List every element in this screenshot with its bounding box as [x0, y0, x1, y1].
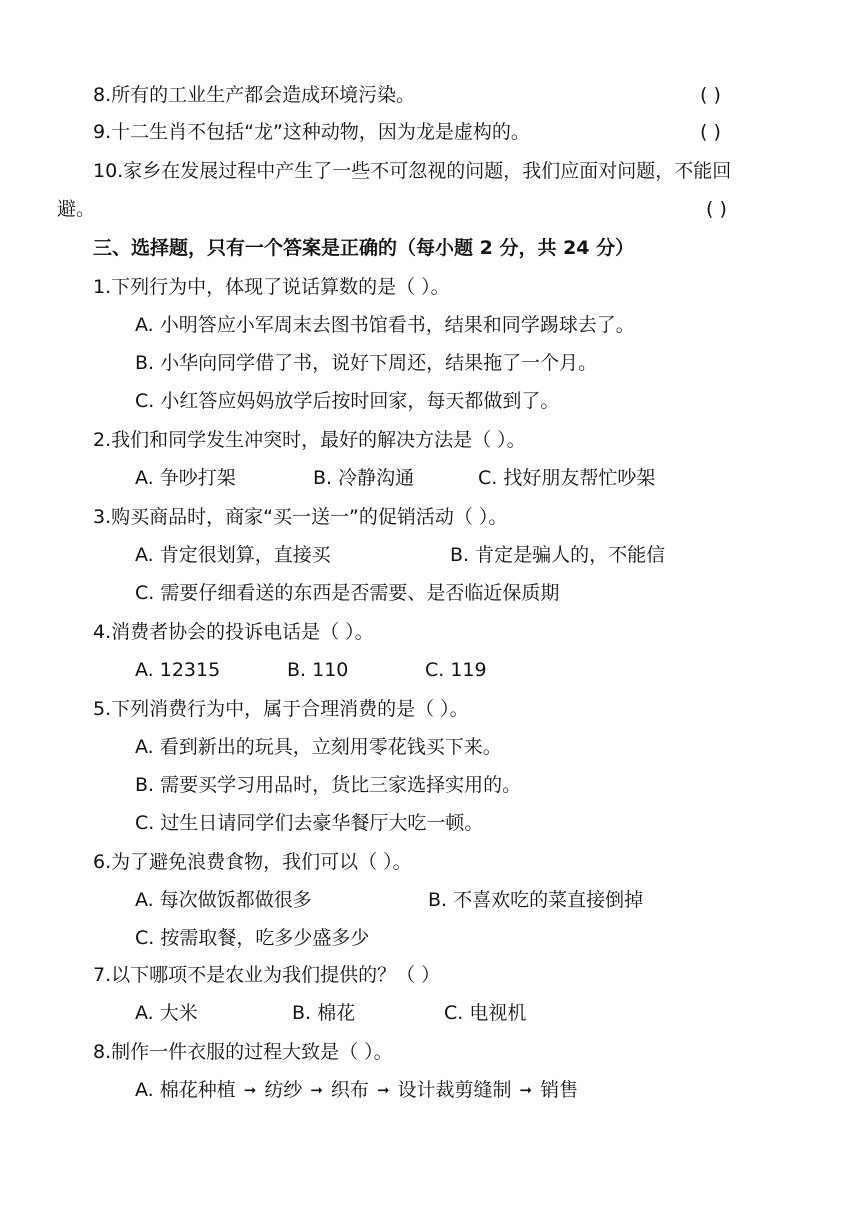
option-c[interactable]: C. 需要仔细看送的东西是否需要、是否临近保质期: [135, 582, 560, 604]
step-cotton-planting: A. 棉花种植: [135, 1079, 236, 1101]
mc-question-8: 8.制作一件衣服的过程大致是（ ）。: [93, 1041, 393, 1063]
mc-question-5: 5.下列消费行为中，属于合理消费的是（ ）。: [93, 698, 469, 720]
step-design-cut-sew: 设计裁剪缝制: [397, 1079, 512, 1101]
answer-blank[interactable]: ( ): [700, 84, 721, 106]
section-heading: 三、选择题，只有一个答案是正确的（每小题 2 分，共 24 分）: [93, 237, 635, 259]
option-a[interactable]: A. 看到新出的玩具，立刻用零花钱买下来。: [135, 736, 502, 758]
option-a[interactable]: A. 小明答应小军周末去图书馆看书，结果和同学踢球去了。: [135, 314, 635, 336]
option-c[interactable]: C. 小红答应妈妈放学后按时回家，每天都做到了。: [135, 390, 560, 412]
tf-question-10: 10.家乡在发展过程中产生了一些不可忽视的问题，我们应面对问题，不能回: [93, 160, 732, 182]
answer-blank[interactable]: ( ): [706, 198, 727, 220]
tf-question-9: 9.十二生肖不包括“龙”这种动物，因为龙是虚构的。: [93, 121, 530, 143]
option-b[interactable]: B. 棉花: [292, 1002, 356, 1024]
option-a[interactable]: A. 大米: [135, 1002, 198, 1024]
tf-question-8: 8.所有的工业生产都会造成环境污染。: [93, 84, 416, 106]
option-c[interactable]: C. 电视机: [444, 1002, 527, 1024]
mc-question-3: 3.购买商品时，商家“买一送一”的促销活动（ ）。: [93, 506, 508, 528]
answer-blank[interactable]: ( ): [700, 121, 721, 143]
option-c[interactable]: C. 按需取餐，吃多少盛多少: [135, 927, 370, 949]
option-a[interactable]: A. 争吵打架: [135, 467, 236, 489]
option-a[interactable]: A. 肯定很划算，直接买: [135, 544, 331, 566]
step-weaving: 织布: [330, 1079, 369, 1101]
option-b[interactable]: B. 110: [287, 659, 349, 681]
option-c[interactable]: C. 过生日请同学们去豪华餐厅大吃一顿。: [135, 812, 484, 834]
step-sales: 销售: [540, 1079, 579, 1101]
mc-question-6: 6.为了避免浪费食物，我们可以（ ）。: [93, 851, 412, 873]
option-b[interactable]: B. 需要买学习用品时，货比三家选择实用的。: [135, 774, 522, 796]
option-a[interactable]: A. 每次做饭都做很多: [135, 889, 312, 911]
mc-question-7: 7.以下哪项不是农业为我们提供的？（ ）: [93, 964, 441, 986]
tf-question-10-continuation: 避。: [57, 198, 96, 220]
option-b[interactable]: B. 不喜欢吃的菜直接倒掉: [428, 889, 644, 911]
mc-question-1: 1.下列行为中，体现了说话算数的是（ ）。: [93, 276, 450, 298]
option-a-process[interactable]: [135, 1077, 578, 1103]
option-a[interactable]: A. 12315: [135, 659, 221, 681]
option-c[interactable]: C. 找好朋友帮忙吵架: [478, 467, 656, 489]
option-b[interactable]: B. 肯定是骗人的，不能信: [450, 544, 666, 566]
arrow-right-icon: ➞: [519, 1081, 533, 1099]
step-spinning: 纺纱: [264, 1079, 303, 1101]
option-b[interactable]: B. 冷静沟通: [313, 467, 415, 489]
arrow-right-icon: ➞: [310, 1081, 323, 1099]
arrow-right-icon: ➞: [376, 1081, 390, 1099]
option-b[interactable]: B. 小华向同学借了书，说好下周还，结果拖了一个月。: [135, 352, 598, 374]
arrow-right-icon: ➞: [243, 1081, 257, 1099]
mc-question-4: 4.消费者协会的投诉电话是（ ）。: [93, 621, 374, 643]
option-c[interactable]: C. 119: [425, 659, 487, 681]
mc-question-2: 2.我们和同学发生冲突时，最好的解决方法是（ ）。: [93, 429, 526, 451]
